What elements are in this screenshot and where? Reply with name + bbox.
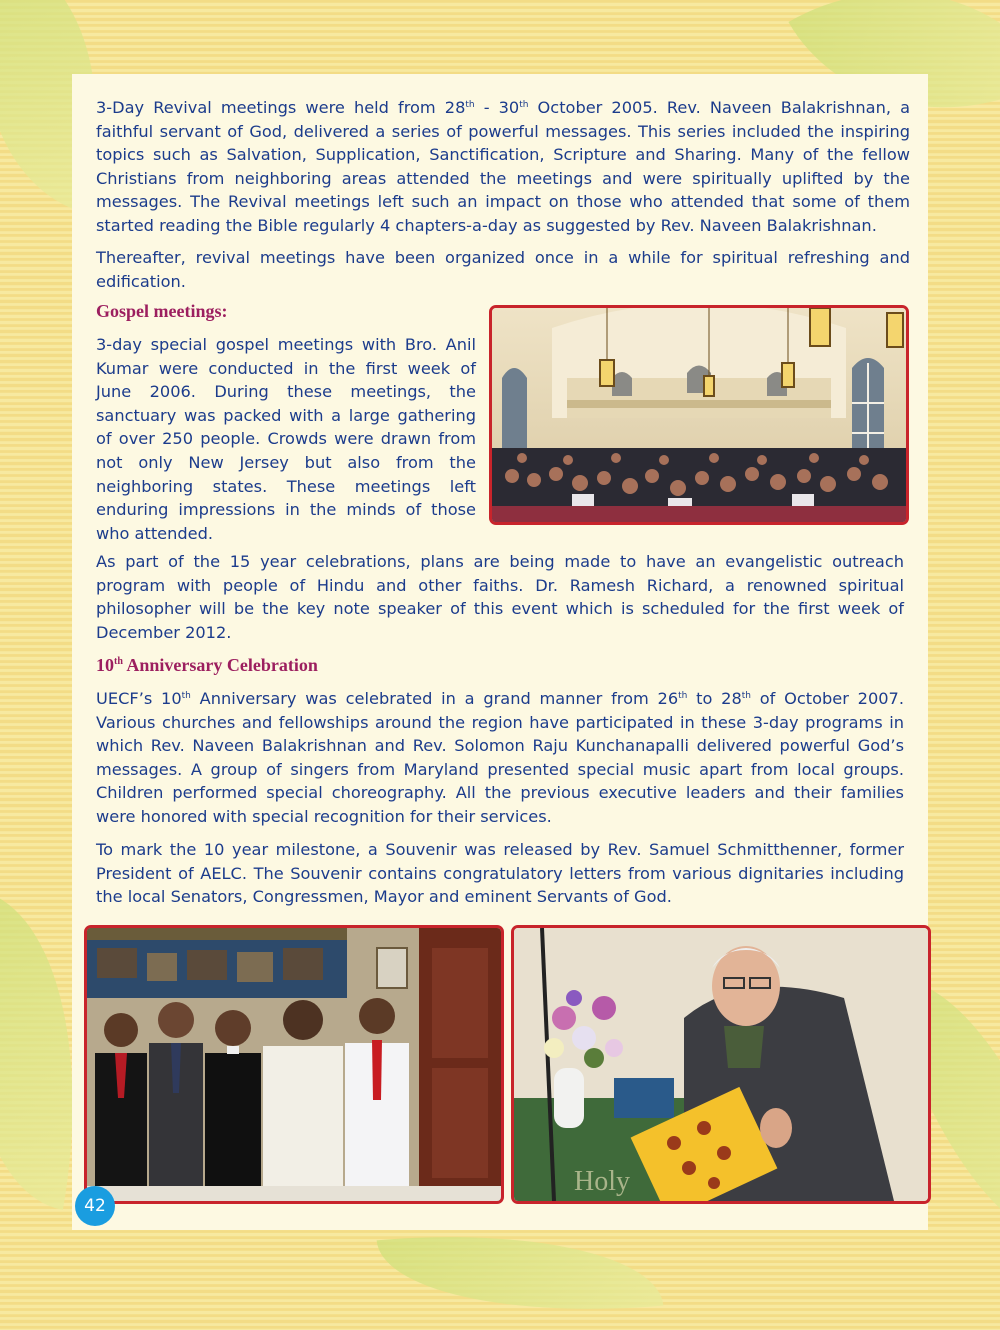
gospel-meetings-paragraph: 3-day special gospel meetings with Bro. Anil Kumar were conducted in the first week of June 2006. During these meetings, the sanctuary was packed with a large gathering of over 250 people. Crowds were drawn from not only New Jersey but also from the neighboring states. These meetings left enduring impressions in the minds of those who attended.	[96, 335, 476, 543]
leaf-decoration	[377, 1216, 664, 1330]
gospel-meetings-heading: Gospel meetings:	[96, 301, 228, 321]
sign-text: Holy	[574, 1166, 630, 1197]
anniversary-paragraph: UECF’s 10th Anniversary was celebrated in a grand manner from 26th to 28th of October 2007. Various churches and fellowships around the region have participated in these 3-day programs in which Rev. Naveen Balakrishnan and Rev. Solomon Raju Kunchanapalli delivered powerful God’s messages. A group of singers from Maryland presented special music apart from local groups. Children performed special choreography. All the previous executive leaders and their families were honored with special recognition for their services.	[96, 689, 905, 826]
revival-intro-paragraph: 3-Day Revival meetings were held from 28th - 30th October 2005. Rev. Naveen Balakrishnan, a faithful servant of God, delivered a series of powerful messages. This series included the inspiring topics such as Salvation, Supplication, Sanctification, Scripture and Sharing. Many of the fellow Christians from neighboring areas attended the meetings and were spiritually uplifted by the messages. The Revival meetings left such an impact on those who attended that some of them started reading the Bible regularly 4 chapters-a-day as suggested by Rev. Naveen Balakrishnan.	[96, 98, 910, 235]
souvenir-release-photo-image	[514, 928, 928, 1201]
leaders-group-photo	[84, 925, 504, 1204]
leaders-group-photo-image	[87, 928, 501, 1201]
page-number-badge: 42	[75, 1186, 115, 1226]
souvenir-paragraph: To mark the 10 year milestone, a Souvenir was released by Rev. Samuel Schmitthenner, former President of AELC. The Souvenir contains congratulatory letters from various dignitaries including the local Senators, Congressmen, Mayor and eminent Servants of God.	[96, 840, 904, 907]
revival-followup-paragraph: Thereafter, revival meetings have been organized once in a while for spiritual refreshing and edification.	[96, 248, 910, 291]
sanctuary-photo	[489, 305, 909, 525]
celebration-plans-paragraph: As part of the 15 year celebrations, plans are being made to have an evangelistic outreach program with people of Hindu and other faiths. Dr. Ramesh Richard, a renowned spiritual philosopher will be the key note speaker of this event which is scheduled for the first week of December 2012.	[96, 552, 904, 642]
souvenir-release-photo	[511, 925, 931, 1204]
anniversary-heading: 10th Anniversary Celebration	[96, 655, 318, 675]
sanctuary-photo-image	[492, 308, 906, 522]
